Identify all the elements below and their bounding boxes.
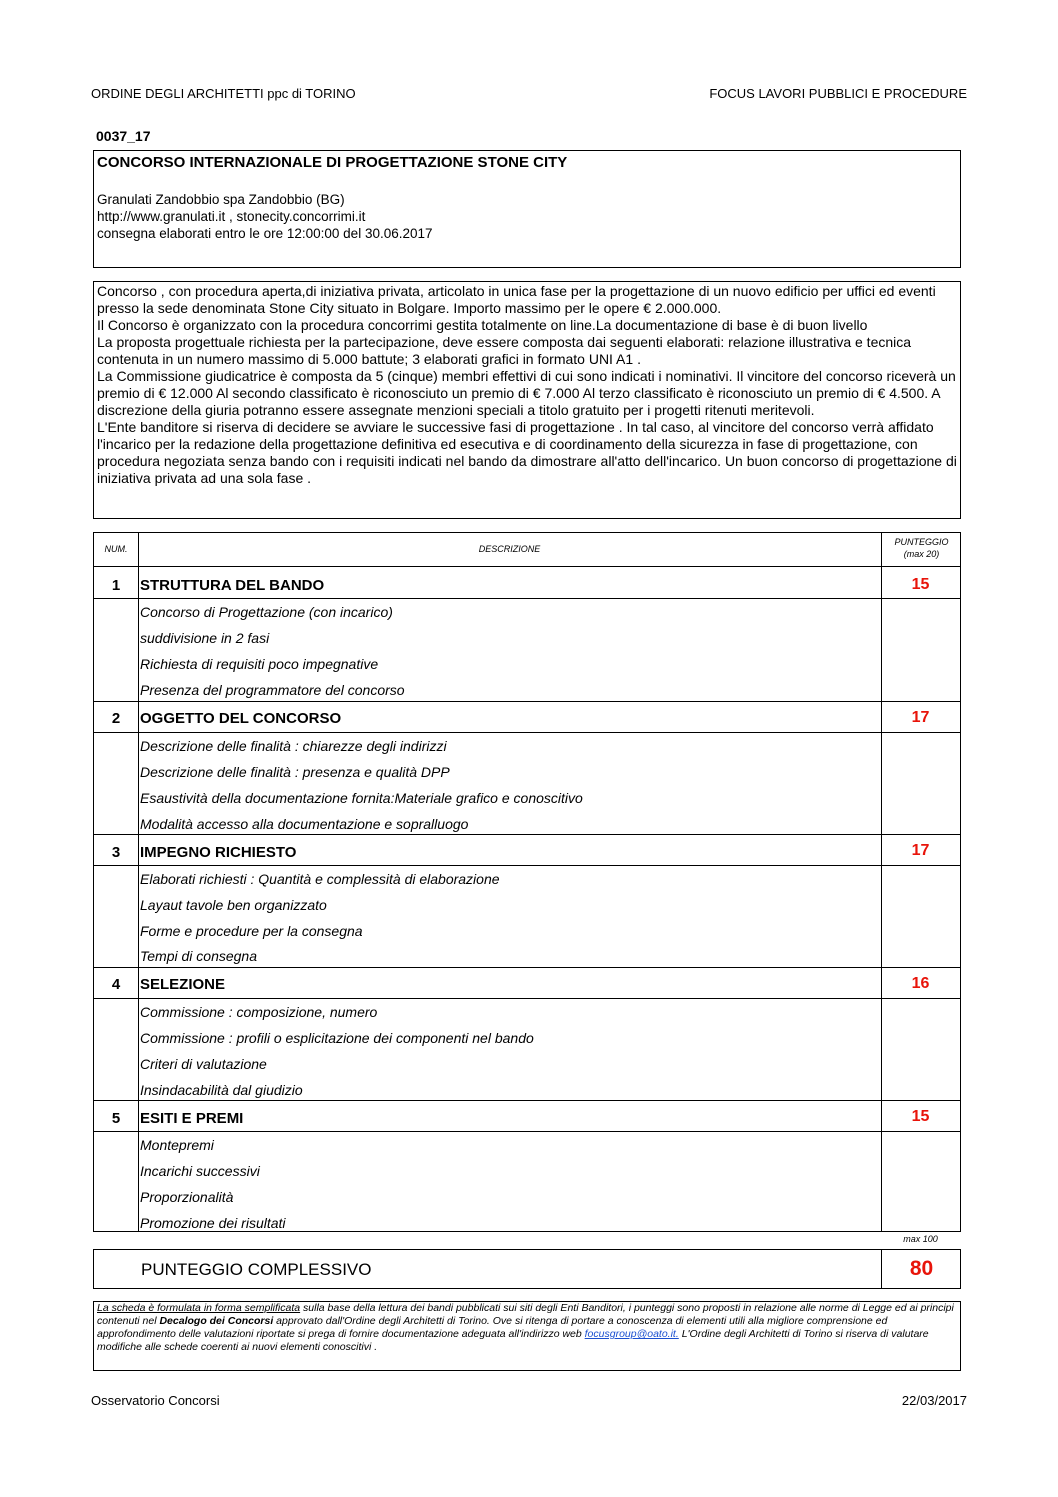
header-score: PUNTEGGIO (894, 537, 949, 547)
competition-info-box (93, 150, 961, 268)
decalogo-reference: Decalogo dei Concorsi (159, 1315, 274, 1327)
header-description: DESCRIZIONE (478, 544, 541, 554)
record-code: 0037_17 (96, 128, 151, 144)
section-number: 3 (111, 844, 121, 861)
row-divider (94, 598, 960, 599)
total-score: 80 (881, 1250, 961, 1288)
criterion-item: Insindacabilità dal giudizio (140, 1082, 303, 1098)
header-score-max: (max 20) (903, 549, 940, 559)
row-divider (94, 865, 960, 866)
section-score: 15 (911, 1108, 930, 1125)
section-number: 5 (111, 1110, 121, 1127)
header-num: NUM. (104, 544, 128, 554)
section-score: 15 (911, 576, 930, 593)
criterion-item: Tempi di consegna (140, 948, 258, 964)
row-divider (94, 566, 960, 567)
section-number: 2 (111, 710, 121, 727)
disclaimer-note (93, 1301, 961, 1371)
note-lead: La scheda è formulata in forma semplificata (97, 1302, 301, 1314)
section-title: OGGETTO DEL CONCORSO (140, 710, 342, 727)
criterion-item: Elaborati richiesti : Quantità e complessità di elaborazione (140, 871, 500, 887)
criterion-item: Descrizione delle finalità : chiarezze degli indirizzi (140, 738, 447, 754)
criterion-item: Proporzionalità (140, 1189, 234, 1205)
section-score: 17 (911, 709, 930, 726)
description-paragraph: Il Concorso è organizzato con la procedura concorrimi gestita totalmente on line.La documentazione di base è di buon livello (97, 317, 868, 333)
criterion-item: Commissione : profili o esplicitazione dei componenti nel bando (140, 1030, 534, 1046)
websites: http://www.granulati.it , stonecity.concorrimi.it (97, 209, 366, 224)
criterion-item: Commissione : composizione, numero (140, 1004, 378, 1020)
organizer: Granulati Zandobbio spa Zandobbio (BG) (97, 192, 345, 207)
footer-left: Osservatorio Concorsi (91, 1393, 220, 1408)
row-divider (94, 967, 960, 968)
criterion-item: Incarichi successivi (140, 1163, 260, 1179)
score-table (93, 532, 961, 1232)
deadline: consegna elaborati entro le ore 12:00:00 del 30.06.2017 (97, 226, 433, 241)
column-divider (881, 533, 882, 1231)
section-number: 1 (111, 577, 121, 594)
criterion-item: Forme e procedure per la consegna (140, 923, 363, 939)
row-divider (94, 732, 960, 733)
section-score: 16 (911, 975, 930, 992)
criterion-item: Promozione dei risultati (140, 1215, 286, 1231)
section-title: STRUTTURA DEL BANDO (140, 577, 325, 594)
criterion-item: Layaut tavole ben organizzato (140, 897, 327, 913)
description-paragraph: La proposta progettuale richiesta per la partecipazione, deve essere composta dai seguenti elaborati: relazione illustrativa e tecnica contenuta in un numero massimo di 5.000 battute; 3 elaborati grafici in formato UNI A1 . (97, 334, 912, 367)
row-divider (94, 998, 960, 999)
note-text: approvato dall'Ordine degli Architetti di Torino. Ove si ritenga di portare a conoscenza di elementi utili alla migliore comprensione ed approfondimento delle valutazioni riportate si prega di fornire documentazione adeguata all'indirizzo web (97, 1315, 888, 1340)
criterion-item: Criteri di valutazione (140, 1056, 267, 1072)
column-divider (138, 533, 139, 1231)
total-max-label: max 100 (903, 1234, 938, 1244)
note-text: L'Ordine degli Architetti di Torino si riserva di valutare modifiche alle schede coerenti ai nuovi elementi conoscitivi . (97, 1328, 929, 1353)
section-title: ESITI E PREMI (140, 1110, 244, 1127)
row-divider (94, 1131, 960, 1132)
criterion-item: Modalità accesso alla documentazione e sopralluogo (140, 816, 469, 832)
note-text: sulla base della lettura dei bandi pubblicati sui siti degli Enti Banditori, i punteggi sono proposti in relazione alle norme di Legge ed ai principi contenuti nel (97, 1302, 954, 1327)
criterion-item: suddivisione in 2 fasi (140, 630, 270, 646)
row-divider (94, 1100, 960, 1101)
section-number: 4 (111, 976, 121, 993)
header-right: FOCUS LAVORI PUBBLICI E PROCEDURE (709, 86, 967, 101)
competition-title: CONCORSO INTERNAZIONALE DI PROGETTAZIONE STONE CITY (97, 154, 568, 171)
section-title: IMPEGNO RICHIESTO (140, 844, 297, 861)
description-paragraph: L'Ente banditore si riserva di decidere se avviare le successive fasi di progettazione . In tal caso, al vincitore del concorso verrà affidato l'incarico per la redazione della progettazione definitiva ed esecutiva e di coordinamento della sicurezza in fase di progettazione, con procedura negoziata senza bando con i requisiti indicati nel bando da dimostrare all'atto dell'incarico. Un buon concorso di progettazione di iniziativa privata ad una sola fase . (97, 419, 957, 486)
criterion-item: Descrizione delle finalità : presenza e qualità DPP (140, 764, 450, 780)
criterion-item: Montepremi (140, 1137, 214, 1153)
row-divider (94, 701, 960, 702)
row-divider (94, 834, 960, 835)
header-left: ORDINE DEGLI ARCHITETTI ppc di TORINO (91, 86, 356, 101)
criterion-item: Esaustività della documentazione fornita:Materiale grafico e conoscitivo (140, 790, 583, 806)
section-title: SELEZIONE (140, 976, 226, 993)
criterion-item: Richiesta di requisiti poco impegnative (140, 656, 379, 672)
criterion-item: Concorso di Progettazione (con incarico) (140, 604, 393, 620)
total-score-box (93, 1249, 961, 1289)
description-paragraph: Concorso , con procedura aperta,di iniziativa privata, articolato in unica fase per la progettazione di un nuovo edificio per uffici ed eventi presso la sede denominata Stone City situato in Bolgare. Importo massimo per le opere € 2.000.000. (97, 283, 936, 316)
footer-date: 22/03/2017 (901, 1393, 967, 1408)
section-score: 17 (911, 842, 930, 859)
criterion-item: Presenza del programmatore del concorso (140, 682, 405, 698)
description-paragraph: La Commissione giudicatrice è composta da 5 (cinque) membri effettivi di cui sono indicati i nominativi. Il vincitore del concorso riceverà un premio di € 12.000 Al secondo classificato è riconosciuto un premio di € 7.000 Al terzo classificato è riconosciuto un premio di € 4.500. A discrezione della giuria potranno essere assegnate menzioni speciali a titolo gratuito per i progetti ritenuti meritevoli. (97, 368, 956, 418)
competition-description (93, 281, 961, 519)
total-label: PUNTEGGIO COMPLESSIVO (141, 1260, 372, 1279)
focusgroup-email-link[interactable]: focusgroup@oato.it. (584, 1328, 679, 1340)
